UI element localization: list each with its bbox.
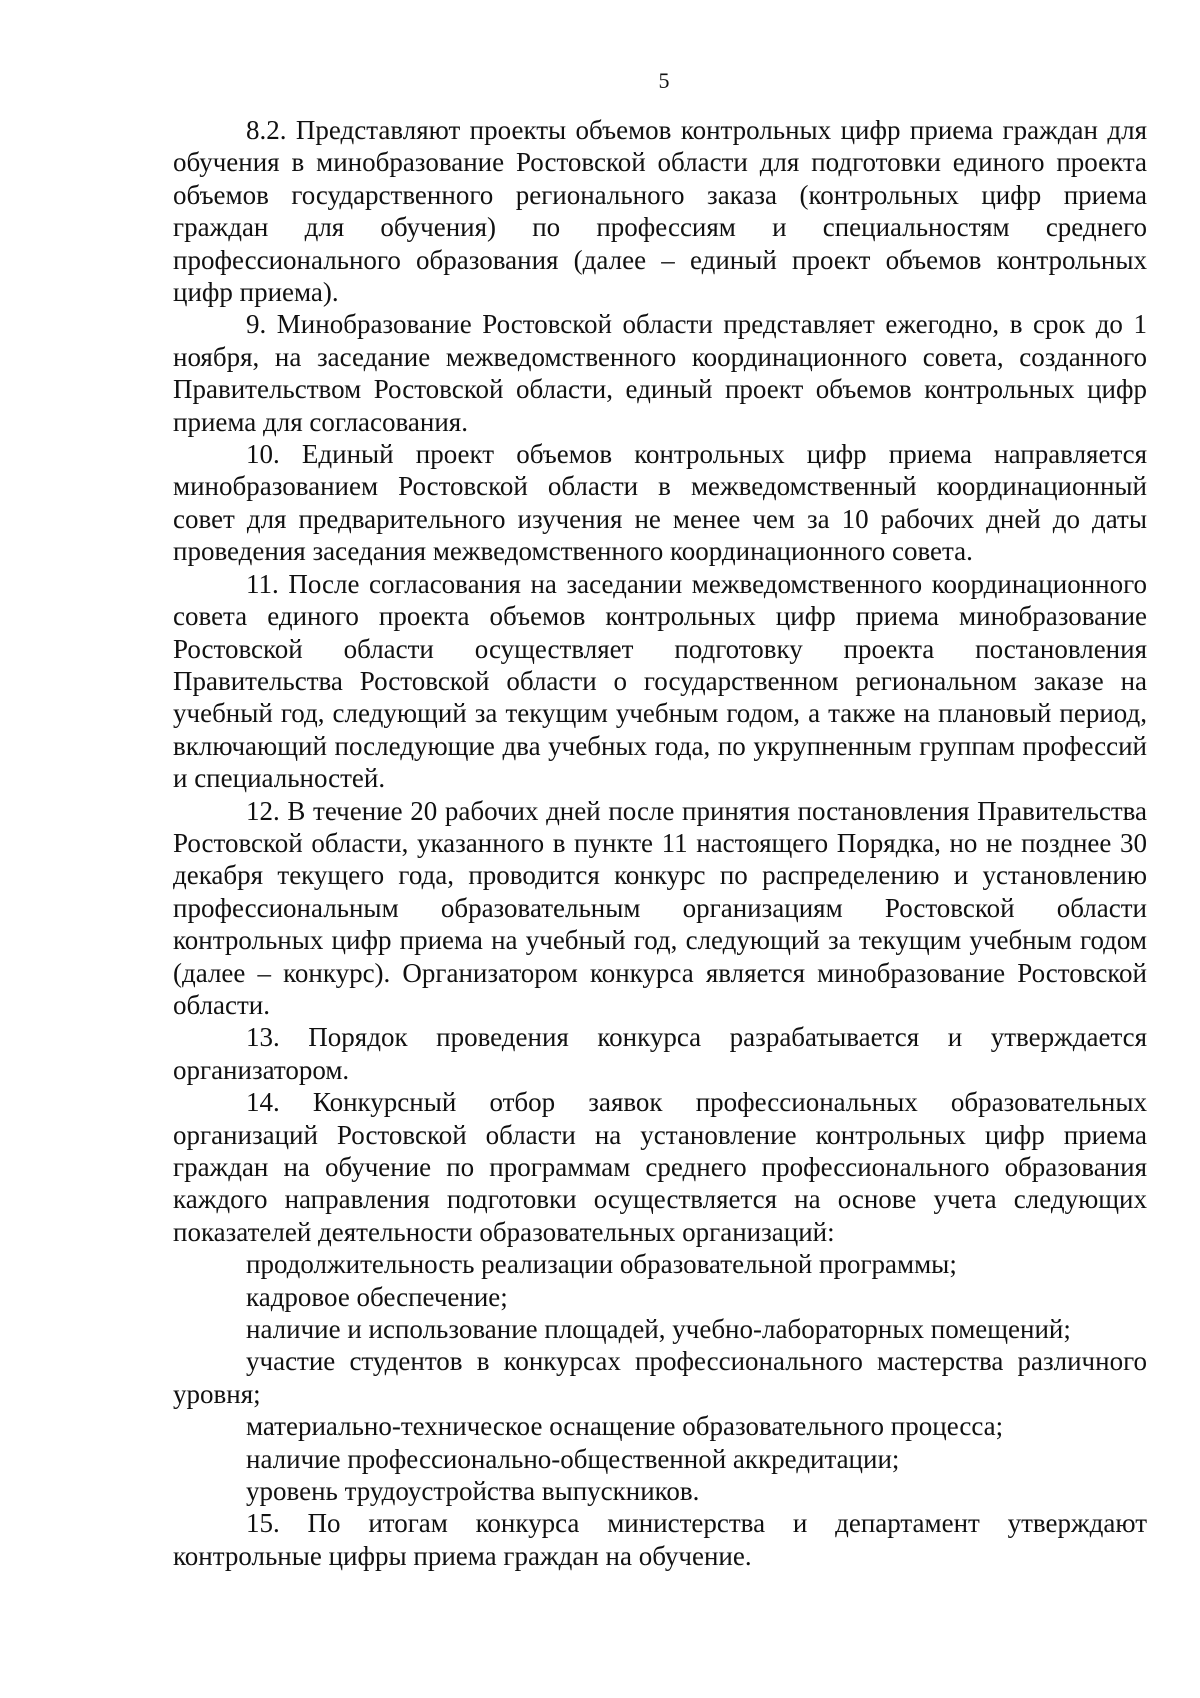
paragraph-11: 11. После согласования на заседании межведомственного координационного совета единого проекта объемов контрольных цифр приема минобразование Ростовской области осуществляет подготовку проекта постановления Правительства Ростовской области о государственном региональном заказе на учебный год, следующий за текущим учебным годом, а также на плановый период, включающий последующие два учебных года, по укрупненным группам профессий и специальностей. — [173, 568, 1147, 794]
paragraph-13: 13. Порядок проведения конкурса разрабатывается и утверждается организатором. — [173, 1022, 1147, 1085]
criteria-item: уровень трудоустройства выпускников. — [246, 1476, 700, 1507]
criteria-item: наличие и использование площадей, учебно-лабораторных помещений; — [246, 1314, 1071, 1345]
paragraph-12: 12. В течение 20 рабочих дней после принятия постановления Правительства Ростовской области, указанного в пункте 11 настоящего Порядка, но не позднее 30 декабря текущего года, проводится конкурс по распределению и установлению профессиональным образовательным организациям Ростовской области контрольных цифр приема на учебный год, следующий за текущим учебным годом (далее – конкурс). Организатором конкурса является минобразование Ростовской области. — [173, 795, 1147, 1020]
criteria-item: продолжительность реализации образовательной программы; — [246, 1249, 957, 1280]
paragraph-8-2: 8.2. Представляют проекты объемов контрольных цифр приема граждан для обучения в минобразование Ростовской области для подготовки единого проекта объемов государственного регионального заказа (контрольных цифр приема граждан для обучения) по профессиям и специальностям среднего профессионального образования (далее – единый проект объемов контрольных цифр приема). — [173, 115, 1147, 308]
paragraph-15: 15. По итогам конкурса министерства и департамент утверждают контрольные цифры приема граждан на обучение. — [173, 1508, 1147, 1571]
page-number: 5 — [658, 68, 670, 93]
criteria-item: участие студентов в конкурсах профессионального мастерства различного уровня; — [173, 1346, 1147, 1409]
paragraph-9: 9. Минобразование Ростовской области представляет ежегодно, в срок до 1 ноября, на заседание межведомственного координационного совета, созданного Правительством Ростовской области, единый проект объемов контрольных цифр приема для согласования. — [173, 309, 1147, 437]
criteria-item: кадровое обеспечение; — [246, 1281, 508, 1312]
document-body — [173, 114, 1147, 1572]
criteria-item: материально-техническое оснащение образовательного процесса; — [246, 1411, 1004, 1442]
criteria-item: наличие профессионально-общественной аккредитации; — [246, 1443, 900, 1474]
paragraph-14: 14. Конкурсный отбор заявок профессиональных образовательных организаций Ростовской области на установление контрольных цифр приема граждан на обучение по программам среднего профессионального образования каждого направления подготовки осуществляется на основе учета следующих показателей деятельности образовательных организаций: — [173, 1087, 1147, 1247]
paragraph-10: 10. Единый проект объемов контрольных цифр приема направляется минобразованием Ростовской области в межведомственный координационный совет для предварительного изучения не менее чем за 10 рабочих дней до даты проведения заседания межведомственного координационного совета. — [173, 439, 1147, 567]
